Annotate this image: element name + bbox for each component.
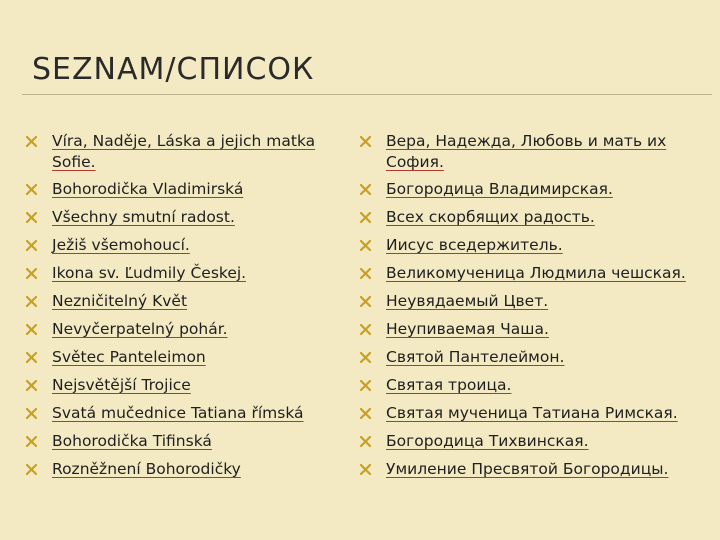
list-item [356, 319, 706, 340]
list-item-label: Святая мученица Татиана Римская. [386, 404, 678, 422]
title-divider [22, 94, 712, 95]
list-item-label: Ikona sv. Ľudmily Českej. [52, 264, 247, 282]
list-item-label: Nezničitelný Květ [52, 292, 188, 310]
x-cross-bullet-icon [26, 240, 37, 251]
x-cross-bullet-icon [26, 296, 37, 307]
x-cross-bullet-icon [360, 408, 371, 419]
list-item-label: Умиление Пресвятой Богородицы. [386, 460, 669, 478]
list-item-label: Víra, Naděje, Láska a jejich matka Sofie. [52, 132, 316, 171]
x-cross-bullet-icon [26, 324, 37, 335]
x-cross-bullet-icon [360, 184, 371, 195]
list-item [356, 431, 706, 452]
list-item [22, 403, 344, 424]
list-item [22, 291, 344, 312]
list-item [356, 459, 706, 480]
page-title: SEZNAM/СПИСОК [32, 52, 315, 87]
list-item-label: Nevyčerpatelný pohár. [52, 320, 228, 338]
list-item-label: Великомученица Людмила чешская. [386, 264, 686, 282]
x-cross-bullet-icon [360, 136, 371, 147]
x-cross-bullet-icon [360, 212, 371, 223]
x-cross-bullet-icon [26, 408, 37, 419]
list-item [356, 347, 706, 368]
list-item [22, 131, 344, 173]
list-item [356, 131, 706, 173]
list-item-label: Rozněžnení Bohorodičky [52, 460, 241, 478]
list-item [356, 291, 706, 312]
x-cross-bullet-icon [26, 136, 37, 147]
list-item [356, 403, 706, 424]
x-cross-bullet-icon [360, 268, 371, 279]
list-item-label: Bohorodička Tifinská [52, 432, 212, 450]
czech-list [22, 131, 344, 487]
list-item-label: Všechny smutní radost. [52, 208, 235, 226]
x-cross-bullet-icon [360, 240, 371, 251]
list-item-label: Иисус вседержитель. [386, 236, 563, 254]
list-item-label: Богородица Тихвинская. [386, 432, 589, 450]
list-item [356, 235, 706, 256]
list-item-label: Неувядаемый Цвет. [386, 292, 549, 310]
list-item-label: Всех скорбящих радость. [386, 208, 595, 226]
list-item [356, 179, 706, 200]
list-item [356, 263, 706, 284]
list-item [22, 319, 344, 340]
list-item-label: Svatá mučednice Tatiana římská [52, 404, 304, 422]
x-cross-bullet-icon [360, 380, 371, 391]
list-item [22, 179, 344, 200]
list-item-label: Ježiš všemohoucí. [52, 236, 190, 254]
list-item-label: Bohorodička Vladimirská [52, 180, 244, 198]
list-item [22, 235, 344, 256]
list-item [22, 375, 344, 396]
x-cross-bullet-icon [26, 352, 37, 363]
list-item-label: Святая троица. [386, 376, 512, 394]
x-cross-bullet-icon [26, 184, 37, 195]
x-cross-bullet-icon [26, 464, 37, 475]
russian-list [356, 131, 706, 487]
x-cross-bullet-icon [26, 436, 37, 447]
list-item [22, 347, 344, 368]
x-cross-bullet-icon [360, 352, 371, 363]
list-item [356, 207, 706, 228]
list-item-label: Světec Panteleimon [52, 348, 206, 366]
x-cross-bullet-icon [26, 268, 37, 279]
list-item [22, 207, 344, 228]
x-cross-bullet-icon [26, 380, 37, 391]
x-cross-bullet-icon [26, 212, 37, 223]
list-item [22, 459, 344, 480]
list-item [356, 375, 706, 396]
list-item-label: Богородица Владимирская. [386, 180, 613, 198]
list-item-label: Nejsvětější Trojice [52, 376, 191, 394]
list-item [22, 431, 344, 452]
x-cross-bullet-icon [360, 324, 371, 335]
x-cross-bullet-icon [360, 296, 371, 307]
list-item [22, 263, 344, 284]
x-cross-bullet-icon [360, 464, 371, 475]
list-item-label: Святой Пантелеймон. [386, 348, 565, 366]
list-item-label: Неупиваемая Чаша. [386, 320, 549, 338]
list-item-label: Вера, Надежда, Любовь и мать их София. [386, 132, 667, 171]
x-cross-bullet-icon [360, 436, 371, 447]
